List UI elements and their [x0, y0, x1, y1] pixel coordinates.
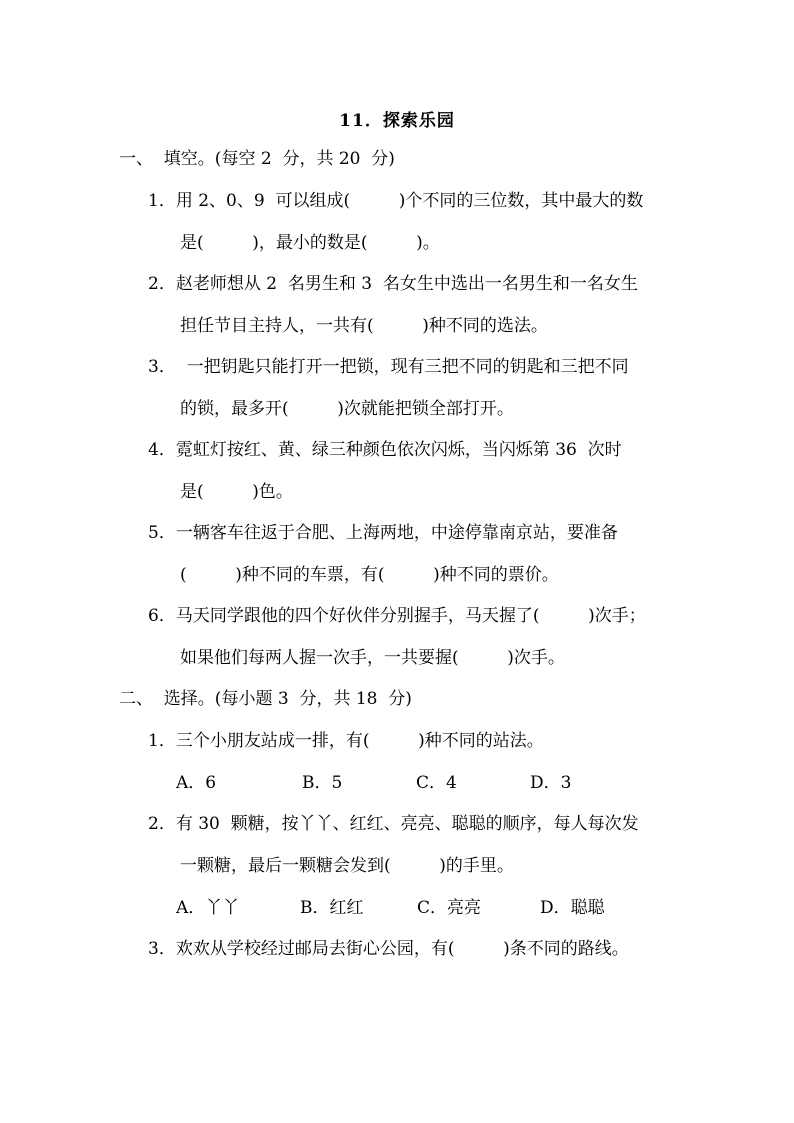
section-heading-multiple-choice: 二、 选择。(每小题 3 分，共 18 分): [119, 689, 412, 709]
question-5-line-1: 5．一辆客车往返于合肥、上海两地，中途停靠南京站，要准备: [148, 523, 618, 543]
choice-question-1-option-c: C．4: [416, 773, 457, 793]
question-4-line-2: 是( )色。: [180, 482, 293, 502]
choice-question-2-stem-line-1: 2．有 30 颗糖，按丫丫、红红、亮亮、聪聪的顺序，每人每次发: [148, 814, 639, 834]
question-1-line-1: 1．用 2、0、9 可以组成( )个不同的三位数，其中最大的数: [148, 191, 644, 211]
question-6-line-2: 如果他们每两人握一次手，一共要握( )次手。: [180, 648, 565, 668]
question-1-line-2: 是( )，最小的数是( )。: [180, 233, 440, 253]
question-3-line-2: 的锁，最多开( )次就能把锁全部打开。: [180, 399, 514, 419]
question-6-line-1: 6．马天同学跟他的四个好伙伴分别握手，马天握了( )次手；: [148, 606, 646, 626]
choice-question-2-stem-line-2: 一颗糖，最后一颗糖会发到( )的手里。: [180, 856, 514, 876]
question-2-line-2: 担任节目主持人，一共有( )种不同的选法。: [180, 316, 548, 336]
question-5-line-2: ( )种不同的车票，有( )种不同的票价。: [180, 565, 559, 585]
choice-question-1-option-d: D．3: [530, 773, 572, 793]
choice-question-2-option-d: D．聪聪: [540, 898, 605, 918]
choice-question-1-option-b: B．5: [302, 773, 343, 793]
question-3-line-1: 3． 一把钥匙只能打开一把锁，现有三把不同的钥匙和三把不同: [148, 357, 629, 377]
choice-question-2-option-a: A．丫丫: [176, 898, 240, 918]
question-4-line-1: 4．霓虹灯按红、黄、绿三种颜色依次闪烁，当闪烁第 36 次时: [148, 440, 622, 460]
choice-question-2-option-c: C．亮亮: [417, 898, 482, 918]
choice-question-1-option-a: A．6: [176, 773, 217, 793]
choice-question-1-stem: 1．三个小朋友站成一排，有( )种不同的站法。: [148, 731, 544, 751]
section-heading-fill-blank: 一、 填空。(每空 2 分，共 20 分): [119, 149, 395, 169]
question-2-line-1: 2．赵老师想从 2 名男生和 3 名女生中选出一名男生和一名女生: [148, 274, 638, 294]
page-title: 11．探索乐园: [339, 111, 455, 131]
choice-question-2-option-b: B．红红: [300, 898, 364, 918]
choice-question-3-stem: 3．欢欢从学校经过邮局去街心公园，有( )条不同的路线。: [148, 939, 629, 959]
